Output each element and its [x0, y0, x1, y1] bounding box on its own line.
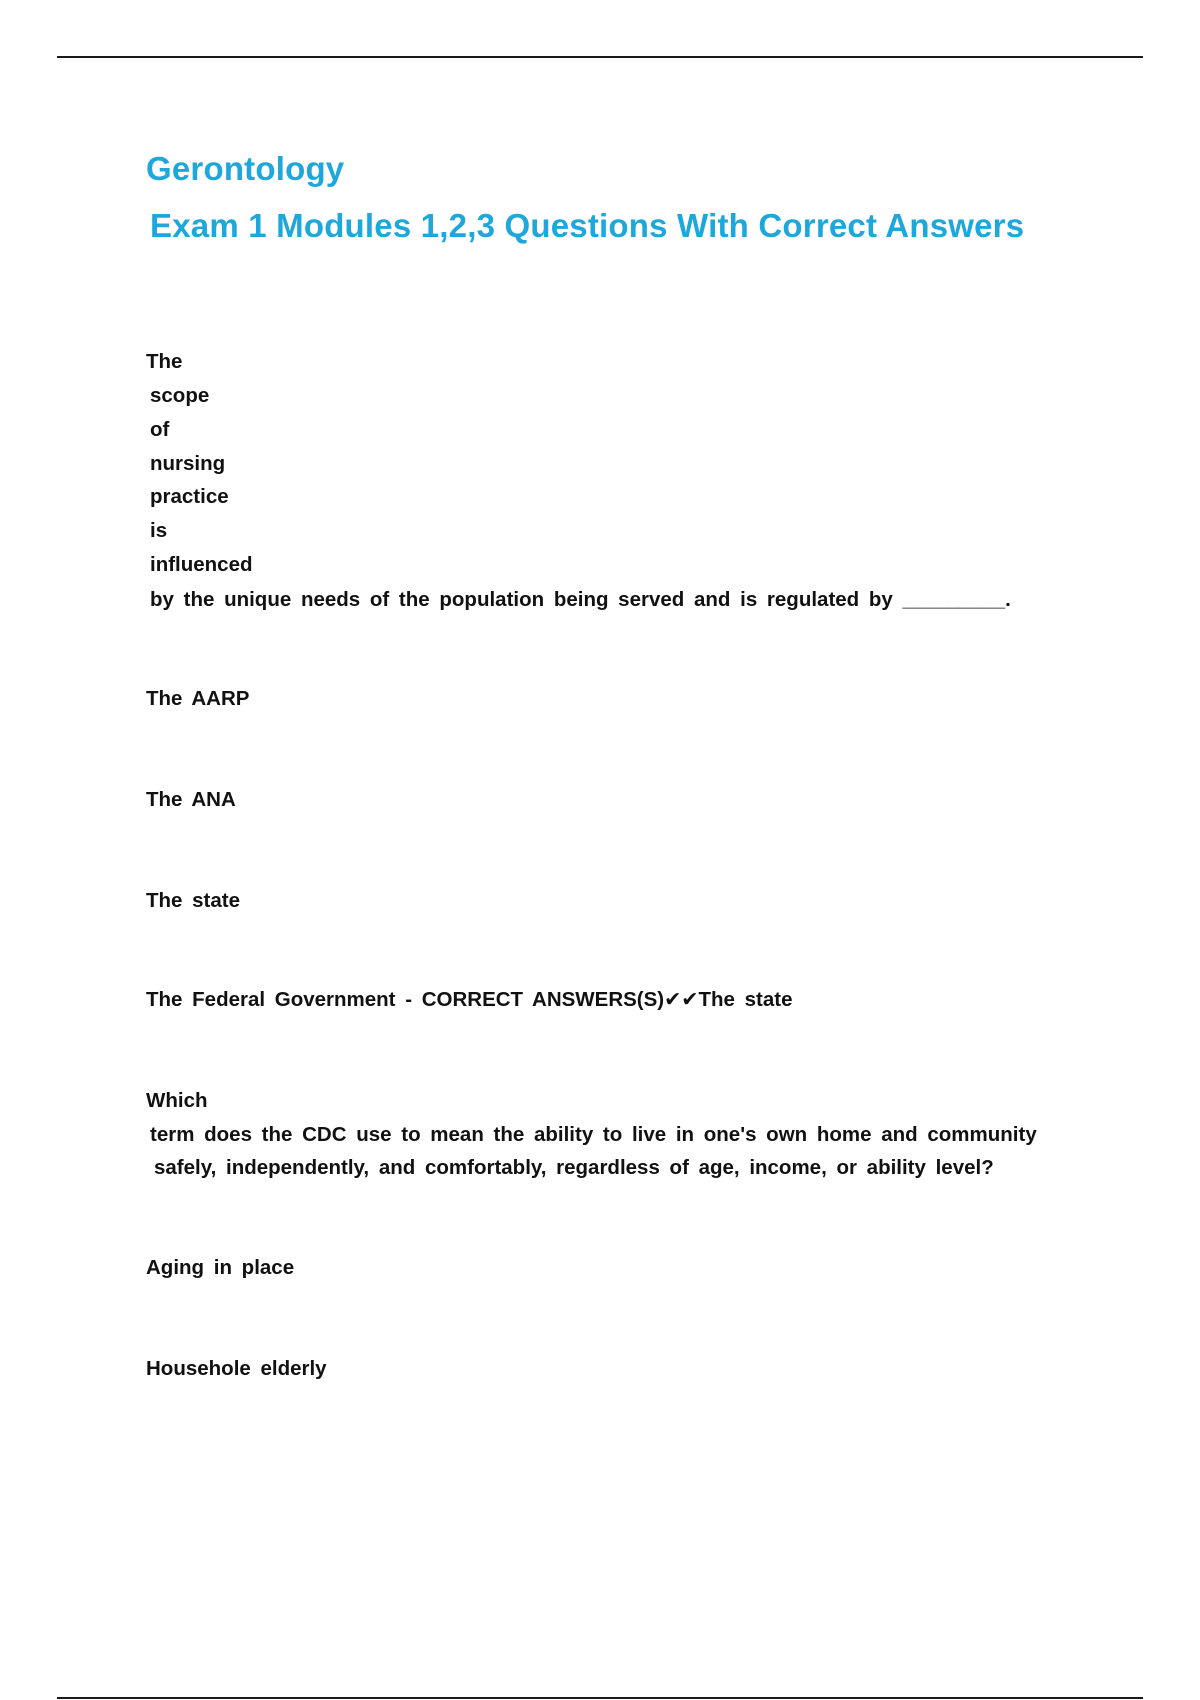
document-subtitle: Exam 1 Modules 1,2,3 Questions With Correct Answers — [150, 207, 1025, 244]
question-1-answer-line: The Federal Government - CORRECT ANSWERS(S)✔✔The state — [146, 988, 793, 1011]
question-1-word: scope — [150, 384, 210, 407]
question-1-word: The — [146, 350, 183, 373]
question-1-word: nursing — [150, 452, 226, 475]
header-rule — [57, 56, 1143, 58]
question-2-word: Which — [146, 1089, 208, 1112]
question-2-text-line: term does the CDC use to mean the ability to live in one's own home and community — [150, 1123, 1037, 1146]
question-2-text-line: safely, independently, and comfortably, regardless of age, income, or ability level? — [154, 1156, 994, 1179]
question-1-option: The state — [146, 889, 240, 912]
question-1-word: practice — [150, 485, 229, 508]
question-1-word: influenced — [150, 553, 253, 576]
question-2-option: Househole elderly — [146, 1357, 327, 1380]
question-1-word: of — [150, 418, 170, 441]
question-1-option: The AARP — [146, 687, 250, 710]
document-title: Gerontology — [146, 150, 345, 187]
question-1-option: The ANA — [146, 788, 236, 811]
footer-rule — [57, 1697, 1143, 1699]
question-2-option: Aging in place — [146, 1256, 295, 1279]
question-1-text: by the unique needs of the population being served and is regulated by _________. — [150, 588, 1011, 611]
question-1-word: is — [150, 519, 168, 542]
